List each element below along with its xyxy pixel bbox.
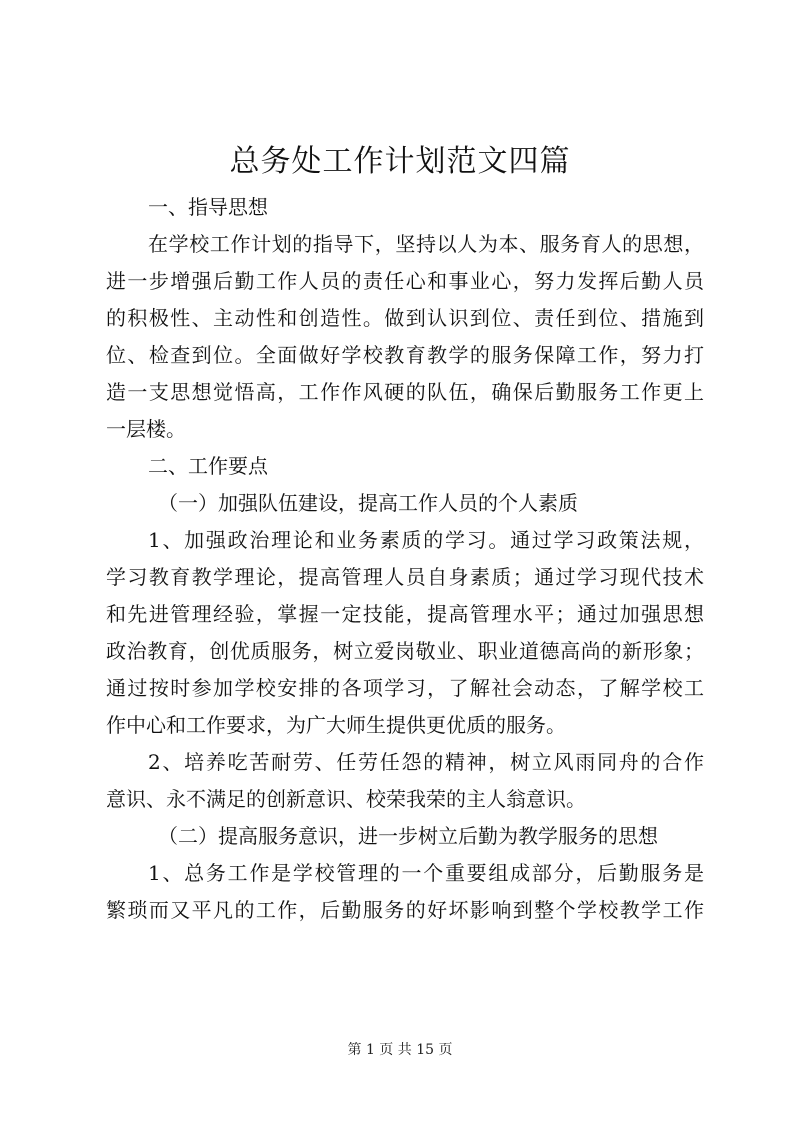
paragraph-line: 1、加强政治理论和业务素质的学习。通过学习政策法规， <box>148 528 704 552</box>
paragraph-line: 1、总务工作是学校管理的一个重要组成部分，后勤服务是 <box>148 861 704 885</box>
document-title: 总务处工作计划范文四篇 <box>229 144 571 179</box>
subsection-heading-team-building: （一）加强队伍建设，提高工作人员的个人素质 <box>158 491 578 515</box>
paragraph-line: 造一支思想觉悟高，工作作风硬的队伍，确保后勤服务工作更上 <box>106 380 704 404</box>
paragraph-line: 位、检查到位。全面做好学校教育教学的服务保障工作，努力打 <box>106 343 704 367</box>
paragraph-line: 繁琐而又平凡的工作，后勤服务的好坏影响到整个学校教学工作 <box>106 898 704 922</box>
paragraph-line: 2、培养吃苦耐劳、任劳任怨的精神，树立风雨同舟的合作 <box>148 750 704 774</box>
document-body <box>106 189 704 929</box>
page-number-footer: 第 1 页 共 15 页 <box>347 1042 453 1058</box>
paragraph-line: 的积极性、主动性和创造性。做到认识到位、责任到位、措施到 <box>106 306 704 330</box>
paragraph-line: 在学校工作计划的指导下，坚持以人为本、服务育人的思想， <box>148 232 704 256</box>
paragraph-line: 进一步增强后勤工作人员的责任心和事业心，努力发挥后勤人员 <box>106 269 704 293</box>
paragraph-line: 意识、永不满足的创新意识、校荣我荣的主人翁意识。 <box>106 787 586 811</box>
paragraph-line: 通过按时参加学校安排的各项学习，了解社会动态，了解学校工 <box>106 676 704 700</box>
section-heading-work-points: 二、工作要点 <box>148 454 268 478</box>
subsection-heading-service-awareness: （二）提高服务意识，进一步树立后勤为教学服务的思想 <box>158 824 658 848</box>
paragraph-line: 和先进管理经验，掌握一定技能，提高管理水平；通过加强思想 <box>106 602 704 626</box>
paragraph-line: 政治教育，创优质服务，树立爱岗敬业、职业道德高尚的新形象； <box>106 639 704 663</box>
section-heading-guiding-thought: 一、指导思想 <box>148 195 268 219</box>
paragraph-line: 一层楼。 <box>106 417 186 441</box>
paragraph-line: 学习教育教学理论，提高管理人员自身素质；通过学习现代技术 <box>106 565 704 589</box>
paragraph-line: 作中心和工作要求，为广大师生提供更优质的服务。 <box>106 713 566 737</box>
